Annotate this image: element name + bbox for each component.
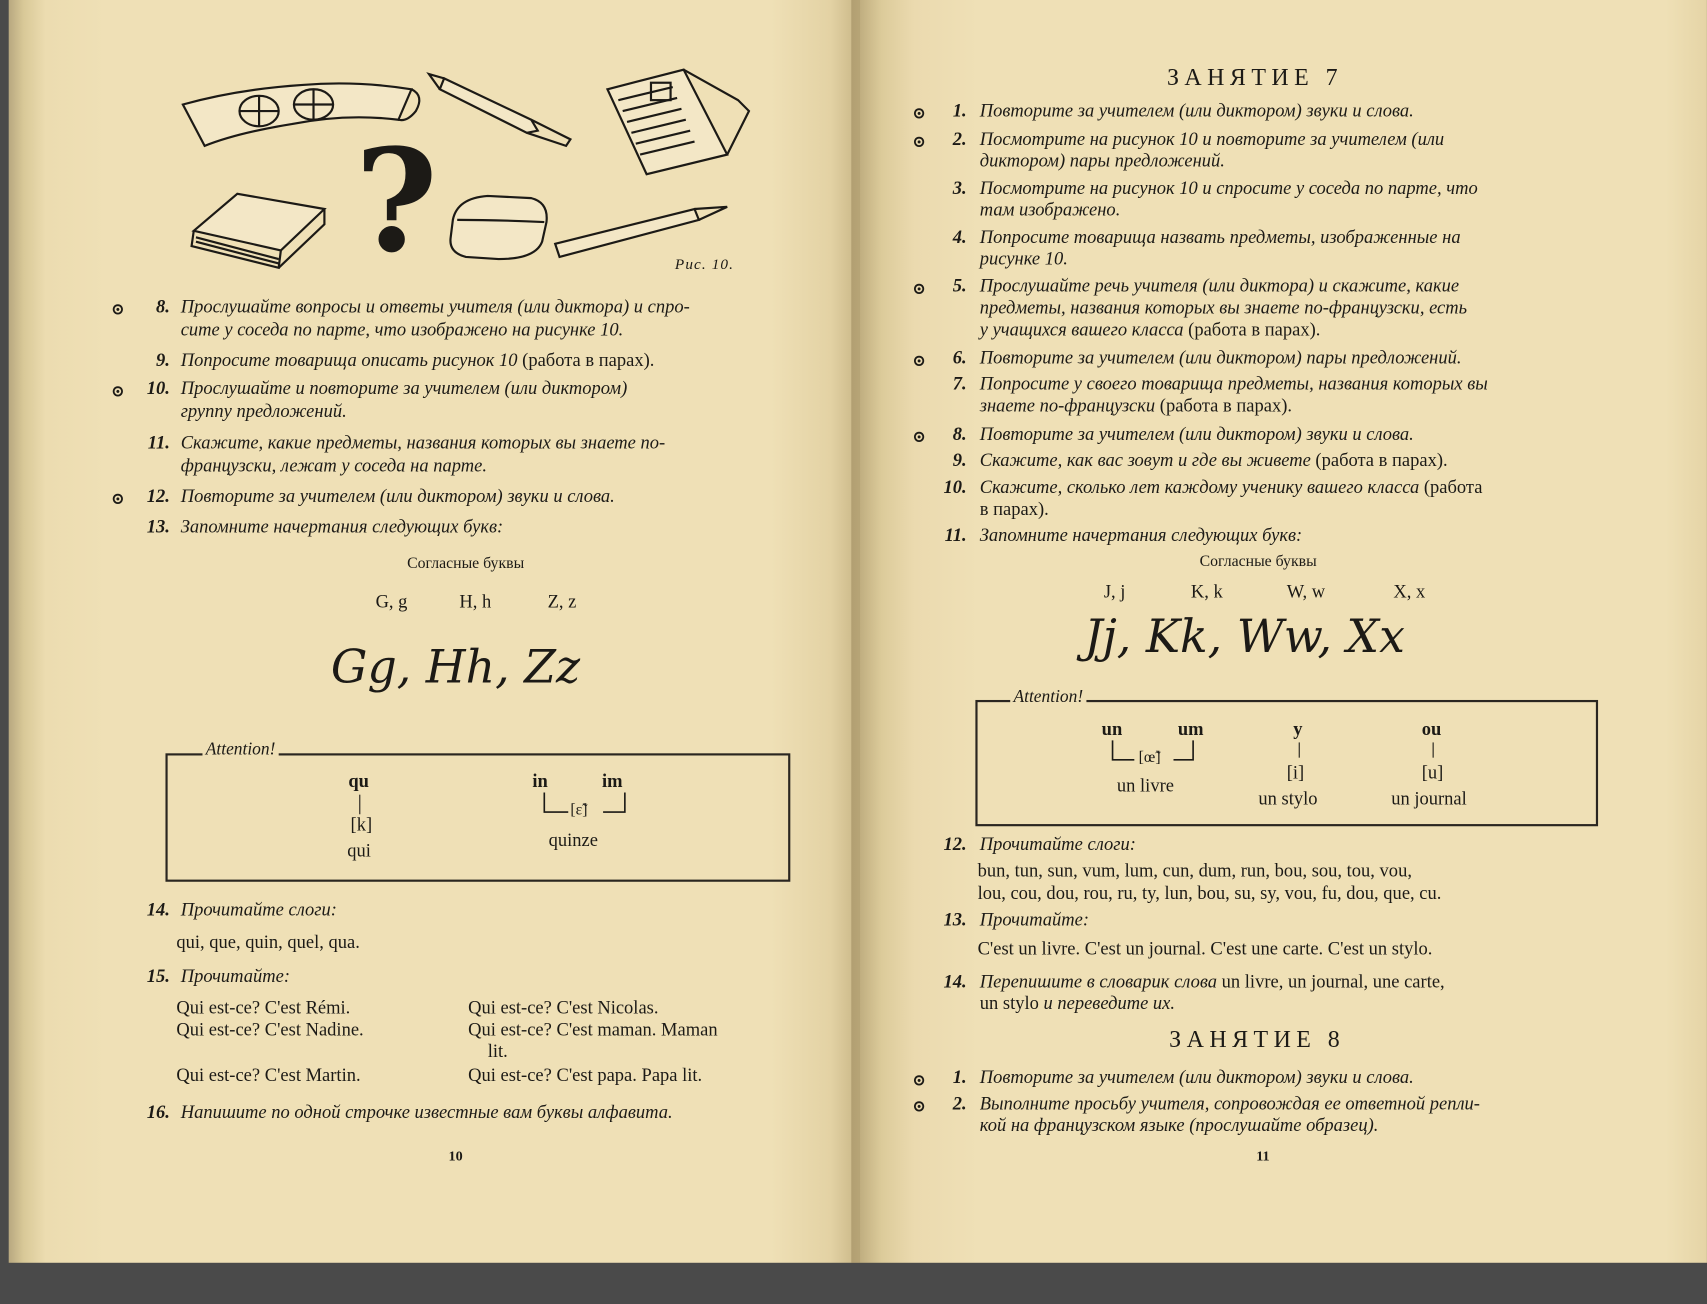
consonants-title: Согласные буквы bbox=[407, 555, 525, 573]
item-number: 5. bbox=[952, 275, 967, 297]
item-text: группу предложений. bbox=[180, 400, 347, 422]
reading-line: C'est un livre. C'est un journal. C'est une carte. C'est un stylo. bbox=[977, 938, 1433, 960]
item-text: Запомните начертания следующих букв: bbox=[180, 515, 504, 537]
item-text: Скажите, как вас зовут и где вы живете bbox=[979, 449, 1311, 471]
item-text: Прослушайте и повторите за учителем (или диктором) bbox=[180, 377, 628, 399]
letter-pair: Z, z bbox=[547, 591, 577, 612]
letter-pair: W, w bbox=[1286, 581, 1326, 602]
left-page bbox=[9, 0, 860, 1263]
example-word: un stylo bbox=[1258, 788, 1318, 809]
item-number: 4. bbox=[952, 226, 967, 248]
audio-mark-icon: ⊙ bbox=[111, 301, 125, 319]
item-text: диктором) пары предложений. bbox=[979, 150, 1225, 171]
item-number: 13. bbox=[146, 515, 170, 537]
figure-caption: Рис. 10. bbox=[674, 256, 735, 274]
audio-mark-icon: ⊙ bbox=[912, 1098, 926, 1116]
item-number: 1. bbox=[952, 100, 967, 121]
svg-text:?: ? bbox=[354, 118, 438, 275]
item-tail: (работа в парах). bbox=[1310, 449, 1448, 471]
item-number: 16. bbox=[146, 1101, 170, 1123]
item-text: там изображено. bbox=[979, 199, 1121, 220]
grapheme: im bbox=[601, 770, 623, 792]
item-number: 8. bbox=[155, 296, 170, 317]
grapheme: un bbox=[1101, 718, 1123, 740]
item-text: Повторите за учителем (или диктором) звуки и слова. bbox=[979, 1066, 1414, 1088]
item-text: у учащихся вашего класса bbox=[979, 318, 1184, 340]
audio-mark-icon: ⊙ bbox=[912, 428, 926, 447]
grapheme: qu bbox=[348, 770, 369, 792]
audio-mark-icon: ⊙ bbox=[111, 490, 125, 509]
item-text: сите у соседа по парте, что изображено на рисунке 10. bbox=[180, 318, 624, 340]
illustration-fig10 bbox=[172, 57, 782, 275]
phoneme: [u] bbox=[1421, 762, 1444, 783]
example-word: un journal bbox=[1391, 788, 1467, 809]
item-tail: в парах). bbox=[979, 498, 1049, 520]
reading-line: Qui est-ce? C'est Rémi. bbox=[176, 997, 351, 1018]
item-text: Повторите за учителем (или диктором) звуки и слова. bbox=[180, 485, 615, 507]
audio-mark-icon: ⊙ bbox=[912, 352, 926, 371]
letter-pair: J, j bbox=[1103, 581, 1126, 602]
script-letters: Jj, Kk, Ww, Xx bbox=[1084, 609, 1405, 663]
phoneme: [ɛ̃] bbox=[570, 801, 588, 819]
item-tail: (работа в парах). bbox=[1183, 318, 1321, 340]
item-text: Повторите за учителем (или диктором) звуки и слова. bbox=[979, 423, 1414, 445]
item-number: 12. bbox=[146, 485, 170, 507]
item-number: 11. bbox=[147, 432, 170, 453]
item-tail: (работа в парах). bbox=[517, 349, 655, 371]
item-number: 8. bbox=[952, 423, 967, 445]
connector-line bbox=[1299, 742, 1300, 757]
letter-pair: X, x bbox=[1393, 581, 1426, 602]
item-text: и переведите их. bbox=[1038, 992, 1176, 1014]
item-text: Посмотрите на рисунок 10 и повторите за учителем (или bbox=[979, 128, 1445, 150]
book-icon bbox=[192, 194, 325, 268]
grapheme: um bbox=[1177, 718, 1204, 740]
item-text: Прочитайте слоги: bbox=[180, 899, 337, 920]
item-number: 2. bbox=[952, 128, 967, 150]
audio-mark-icon: ⊙ bbox=[111, 383, 125, 401]
item-number: 12. bbox=[943, 833, 967, 855]
item-text: Повторите за учителем (или диктором) звуки и слова. bbox=[979, 100, 1414, 121]
item-number: 3. bbox=[952, 177, 967, 199]
eraser-icon bbox=[450, 196, 546, 259]
pencil-icon bbox=[555, 207, 727, 257]
grapheme: ou bbox=[1421, 718, 1442, 740]
reading-line: Qui est-ce? C'est Nicolas. bbox=[468, 997, 659, 1018]
item-text: Напишите по одной строчке известные вам буквы алфавита. bbox=[180, 1101, 673, 1123]
grapheme: in bbox=[532, 770, 548, 792]
reading-line: Qui est-ce? C'est Nadine. bbox=[176, 1018, 364, 1040]
pen-icon bbox=[429, 74, 571, 146]
question-mark-icon bbox=[355, 118, 438, 274]
item-tail: (работа bbox=[1419, 476, 1483, 498]
connector-line bbox=[359, 795, 360, 815]
lesson-title: ЗАНЯТИЕ 7 bbox=[1166, 63, 1344, 91]
item-text: предметы, названия которых вы знаете по-французски, есть bbox=[979, 297, 1468, 318]
example-word: quinze bbox=[548, 829, 598, 851]
syllables: lou, cou, dou, rou, ru, ty, lun, bou, su, sy, vou, fu, dou, que, cu. bbox=[977, 882, 1442, 904]
item-text: Запомните начертания следующих букв: bbox=[979, 524, 1303, 546]
item-text: Повторите за учителем (или диктором) пары предложений. bbox=[979, 347, 1462, 368]
example-word: un livre bbox=[1116, 775, 1174, 796]
grapheme: y bbox=[1293, 718, 1303, 740]
item-text: знаете по-французски bbox=[979, 395, 1156, 416]
item-text: Прочитайте слоги: bbox=[979, 833, 1136, 855]
script-letters: Gg, Hh, Zz bbox=[330, 640, 581, 694]
item-french: un livre, un journal, une carte, bbox=[1217, 971, 1445, 992]
page-number: 11 bbox=[1256, 1147, 1270, 1164]
reading-line: Qui est-ce? C'est maman. Maman bbox=[468, 1018, 718, 1040]
reading-line: Qui est-ce? C'est papa. Papa lit. bbox=[468, 1064, 703, 1086]
item-text: Прочитайте: bbox=[979, 908, 1090, 930]
item-number: 15. bbox=[146, 965, 170, 987]
reading-line: lit. bbox=[487, 1040, 508, 1062]
letter-pair: G, g bbox=[375, 591, 408, 612]
item-number: 13. bbox=[943, 908, 967, 930]
item-text: Перепишите в словарик слова bbox=[979, 971, 1218, 992]
item-text: Прослушайте вопросы и ответы учителя (или диктора) и спро- bbox=[180, 296, 690, 317]
attention-box bbox=[165, 753, 790, 881]
item-text: Выполните просьбу учителя, сопровождая ее ответной репли- bbox=[979, 1092, 1480, 1114]
item-number: 10. bbox=[146, 377, 170, 399]
item-french: un stylo bbox=[979, 992, 1039, 1014]
attention-label: Attention! bbox=[1010, 688, 1086, 708]
item-text: Попросите товарища назвать предметы, изображенные на bbox=[979, 226, 1461, 248]
item-text: Скажите, какие предметы, названия которых вы знаете по- bbox=[180, 432, 666, 453]
newspaper-icon bbox=[607, 70, 749, 175]
item-text: французски, лежат у соседа на парте. bbox=[180, 455, 487, 476]
item-text: Посмотрите на рисунок 10 и спросите у соседа по парте, что bbox=[979, 177, 1478, 199]
item-number: 14. bbox=[943, 971, 967, 992]
reading-line: Qui est-ce? C'est Martin. bbox=[176, 1064, 361, 1086]
item-number: 1. bbox=[952, 1066, 967, 1088]
audio-mark-icon: ⊙ bbox=[912, 280, 926, 299]
phoneme: [œ̃] bbox=[1138, 748, 1161, 767]
syllables: bun, tun, sun, vum, lum, cun, dum, run, bou, sou, tou, vou, bbox=[977, 859, 1412, 881]
item-text: Попросите у своего товарища предметы, названия которых вы bbox=[979, 373, 1488, 395]
letter-pair: K, k bbox=[1190, 581, 1223, 602]
item-text: кой на французском языке (прослушайте образец). bbox=[979, 1114, 1379, 1136]
attention-label: Attention! bbox=[202, 740, 278, 760]
item-number: 6. bbox=[952, 347, 967, 368]
item-number: 10. bbox=[943, 476, 967, 498]
item-text: рисунке 10. bbox=[979, 248, 1068, 269]
item-text: Прочитайте: bbox=[180, 965, 291, 987]
page-number: 10 bbox=[448, 1147, 463, 1164]
syllables: qui, que, quin, quel, qua. bbox=[176, 931, 360, 953]
phoneme: [k] bbox=[350, 814, 373, 835]
consonants-title: Согласные буквы bbox=[1199, 553, 1317, 571]
item-text: Прослушайте речь учителя (или диктора) и скажите, какие bbox=[979, 275, 1460, 297]
phoneme: [i] bbox=[1286, 762, 1305, 783]
item-number: 14. bbox=[146, 899, 170, 920]
item-number: 7. bbox=[952, 373, 967, 395]
connector-line bbox=[1433, 742, 1434, 757]
right-page bbox=[860, 0, 1707, 1263]
audio-mark-icon: ⊙ bbox=[912, 1072, 926, 1090]
item-number: 9. bbox=[155, 349, 170, 371]
item-number: 9. bbox=[952, 449, 967, 471]
item-text: Попросите товарища описать рисунок 10 bbox=[180, 349, 518, 371]
lesson-title: ЗАНЯТИЕ 8 bbox=[1169, 1025, 1346, 1053]
item-text: Скажите, сколько лет каждому ученику вашего класса bbox=[979, 476, 1420, 498]
item-number: 2. bbox=[952, 1092, 967, 1114]
letter-pair: H, h bbox=[459, 591, 492, 612]
example-word: qui bbox=[347, 840, 371, 862]
item-number: 11. bbox=[944, 524, 967, 546]
audio-mark-icon: ⊙ bbox=[912, 105, 926, 124]
audio-mark-icon: ⊙ bbox=[912, 133, 926, 152]
item-tail: (работа в парах). bbox=[1155, 395, 1292, 416]
